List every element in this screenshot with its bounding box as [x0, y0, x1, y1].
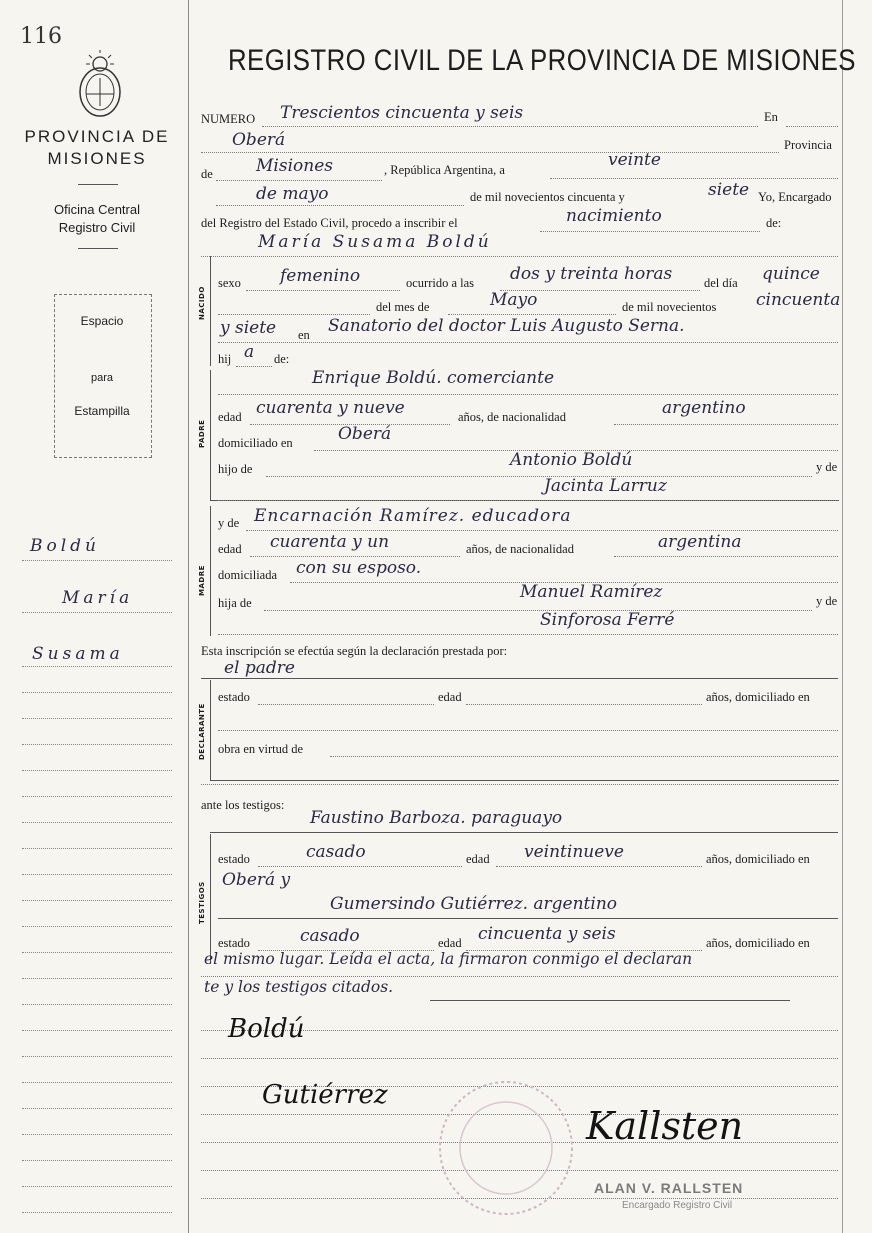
form-line: [218, 918, 838, 919]
anos-nac-label: años, de nacionalidad: [458, 410, 566, 424]
office-underline: [78, 248, 118, 249]
margin-line: [22, 848, 172, 849]
page-title: REGISTRO CIVIL DE LA PROVINCIA DE MISIONES: [228, 44, 856, 77]
testigo2-edad: cincuenta y seis: [478, 924, 616, 944]
en-label2: en: [298, 328, 310, 342]
madre-edad: cuarenta y un: [270, 532, 390, 552]
y-de-label: y de: [816, 460, 838, 474]
ocurrido-label: ocurrido a las: [406, 276, 475, 290]
margin-line: [22, 1056, 172, 1057]
stamp-label-espacio: Espacio: [80, 314, 124, 328]
padre-name: Enrique Boldú. comerciante: [312, 368, 555, 388]
declarante-value: el padre: [224, 658, 295, 678]
form-line: [218, 730, 838, 731]
hora-value: dos y treinta horas: [510, 264, 673, 284]
stamp-label-estampilla: Estampilla: [74, 404, 130, 418]
lugar-value: Sanatorio del doctor Luis Augusto Serna.: [328, 316, 685, 336]
t1-edad-label: edad: [466, 852, 490, 866]
province-name: PROVINCIA DE MISIONES: [24, 127, 170, 168]
form-line: [201, 976, 838, 977]
madre-name: Encarnación Ramírez. educadora: [254, 506, 572, 526]
t2-estado-label: estado: [218, 936, 250, 950]
mes-value: Mayo: [490, 290, 538, 310]
stamp-label-para: para: [90, 372, 114, 384]
form-line: [540, 231, 760, 232]
edad-label: edad: [218, 410, 242, 424]
obra-label: obra en virtud de: [218, 742, 304, 756]
place-value: Oberá: [232, 130, 286, 150]
margin-line: [22, 692, 172, 693]
form-line: [218, 500, 838, 501]
form-line: [250, 556, 460, 557]
testigo1-name: Faustino Barboza. paraguayo: [310, 808, 563, 828]
testigo1-estado: casado: [306, 842, 366, 862]
padre-edad: cuarenta y nueve: [256, 398, 405, 418]
office-line1: Oficina Central: [54, 202, 140, 217]
numero-value: Trescientos cincuenta y seis: [280, 103, 524, 123]
en-label: En: [764, 110, 778, 124]
testigos-side-label: TESTIGOS: [198, 881, 206, 924]
closing-line1: el mismo lugar. Leída el acta, la firmaron conmigo el declaran: [204, 950, 693, 968]
year-value: siete: [708, 180, 750, 200]
margin-line: [22, 796, 172, 797]
office-line2: Registro Civil: [58, 220, 136, 235]
margin-line: [22, 926, 172, 927]
provincia-label: Provincia: [784, 138, 832, 152]
form-line: [246, 530, 838, 531]
form-line: [448, 314, 616, 315]
padre-nac: argentino: [662, 398, 746, 418]
del-mes-label: del mes de: [376, 300, 430, 314]
domiciliado-label: domiciliado en: [218, 436, 293, 450]
y-de-label2: y de: [218, 516, 240, 530]
form-line: [236, 366, 272, 367]
t1-estado-label: estado: [218, 852, 250, 866]
margin-line: [22, 822, 172, 823]
anio-value: cincuenta: [756, 290, 841, 310]
domiciliada-label: domiciliada: [218, 568, 278, 582]
form-line: [258, 866, 462, 867]
coat-of-arms-icon: [72, 50, 128, 120]
stamp-name: ALAN V. RALLSTEN: [594, 1180, 744, 1196]
form-line: [218, 634, 838, 635]
signature-declarante: Boldú: [228, 1014, 305, 1044]
testigo1-dom: Oberá y: [222, 870, 291, 890]
margin-line: [22, 1212, 172, 1213]
margin-line: [22, 900, 172, 901]
margin-line: [22, 978, 172, 979]
anio2-value: y siete: [220, 318, 277, 338]
hij-value: a: [244, 342, 255, 362]
form-line: [218, 394, 838, 395]
margin-line: [22, 666, 172, 667]
padre-bracket: [210, 370, 839, 501]
dia-value: quince: [762, 264, 820, 284]
de-label2: de:: [274, 352, 290, 366]
person-name: María Susama Boldú: [258, 232, 492, 252]
del-registro-label: del Registro del Estado Civil, procedo a inscribir el: [201, 216, 458, 230]
yo-label: Yo, Encargado: [758, 190, 832, 204]
padre-side-label: PADRE: [198, 419, 206, 448]
form-line: [216, 205, 464, 206]
stamp-title: Encargado Registro Civil: [622, 1200, 733, 1211]
madre-madre: Sinforosa Ferré: [540, 610, 675, 630]
province-underline: [78, 184, 118, 185]
form-line: [218, 314, 370, 315]
signature-testigo: Gutiérrez: [262, 1080, 388, 1110]
form-line: [246, 290, 400, 291]
margin-note-middlename: Susama: [32, 644, 124, 664]
margin-line: [22, 952, 172, 953]
form-line: [430, 1000, 790, 1001]
del-dia-label: del día: [704, 276, 738, 290]
testigos-label: ante los testigos:: [201, 798, 285, 812]
form-line: [496, 866, 702, 867]
signature-official: Kallsten: [586, 1104, 744, 1148]
form-line: [210, 832, 838, 833]
madre-y-de-label: y de: [816, 594, 838, 608]
padre-padre: Antonio Boldú: [510, 450, 633, 470]
numero-label: NUMERO: [201, 112, 256, 126]
de-colon-label: de:: [766, 216, 782, 230]
decl-anos-dom-label: años, domiciliado en: [706, 690, 810, 704]
form-line: [201, 784, 838, 785]
nacido-side-label: NACIDO: [198, 286, 206, 320]
mil-label: de mil novecientos cincuenta y: [470, 190, 625, 204]
form-line: [258, 704, 434, 705]
act-value: nacimiento: [566, 206, 662, 226]
sexo-label: sexo: [218, 276, 241, 290]
closing-line2: te y los testigos citados.: [204, 978, 394, 996]
form-line: [262, 126, 758, 127]
vertical-divider: [188, 0, 189, 1233]
testigo2-estado: casado: [300, 926, 360, 946]
margin-line: [22, 718, 172, 719]
form-line: [330, 756, 838, 757]
form-line: [201, 1058, 838, 1059]
margin-line: [22, 1030, 172, 1031]
margin-line: [22, 1004, 172, 1005]
margin-line: [22, 1186, 172, 1187]
mil2-label: de mil novecientos: [622, 300, 717, 314]
t2-anos-dom-label: años, domiciliado en: [706, 936, 810, 950]
madre-edad-label: edad: [218, 542, 242, 556]
madre-side-label: MADRE: [198, 565, 206, 596]
testigo2-name: Gumersindo Gutiérrez. argentino: [330, 894, 618, 914]
hija-de-label: hija de: [218, 596, 252, 610]
de-label: de: [201, 167, 213, 181]
form-line: [466, 704, 702, 705]
margin-line: [22, 874, 172, 875]
declarante-side-label: DECLARANTE: [198, 703, 206, 760]
inscripcion-label: Esta inscripción se efectúa según la declaración prestada por:: [201, 644, 508, 658]
padre-madre: Jacinta Larruz: [544, 476, 667, 496]
t1-anos-dom-label: años, domiciliado en: [706, 852, 810, 866]
form-line: [550, 178, 838, 179]
province-value: Misiones: [256, 156, 333, 176]
form-line: [216, 180, 382, 181]
testigo1-edad: veintinueve: [524, 842, 624, 862]
hijo-de-label: hijo de: [218, 462, 253, 476]
margin-line: [22, 560, 172, 561]
official-seal: [436, 1078, 576, 1218]
decl-edad-label: edad: [438, 690, 462, 704]
page-number: 116: [20, 24, 62, 49]
form-line: [264, 610, 812, 611]
hij-label: hij: [218, 352, 232, 366]
padre-dom: Oberá: [338, 424, 392, 444]
margin-line: [22, 612, 172, 613]
form-line: [266, 476, 812, 477]
madre-anos-nac-label: años, de nacionalidad: [466, 542, 574, 556]
republica-label: , República Argentina, a: [384, 163, 505, 177]
margin-line: [22, 1160, 172, 1161]
madre-dom: con su esposo.: [296, 558, 422, 578]
margin-line: [22, 1134, 172, 1135]
margin-line: [22, 770, 172, 771]
form-line: [786, 126, 838, 127]
right-border: [842, 0, 843, 1233]
form-line: [218, 342, 838, 343]
t2-edad-label: edad: [438, 936, 462, 950]
form-line: [614, 424, 838, 425]
estado-label: estado: [218, 690, 250, 704]
margin-line: [22, 744, 172, 745]
madre-padre: Manuel Ramírez: [520, 582, 663, 602]
month-value: de mayo: [256, 184, 329, 204]
margin-note-surname: Boldú: [30, 536, 100, 556]
form-line: [201, 152, 779, 153]
day-value: veinte: [608, 150, 661, 170]
madre-nac: argentina: [658, 532, 742, 552]
sexo-value: femenino: [280, 266, 361, 286]
margin-note-firstname: María: [62, 588, 134, 608]
form-line: [614, 556, 838, 557]
form-line: [201, 678, 838, 679]
margin-line: [22, 1082, 172, 1083]
margin-line: [22, 1108, 172, 1109]
